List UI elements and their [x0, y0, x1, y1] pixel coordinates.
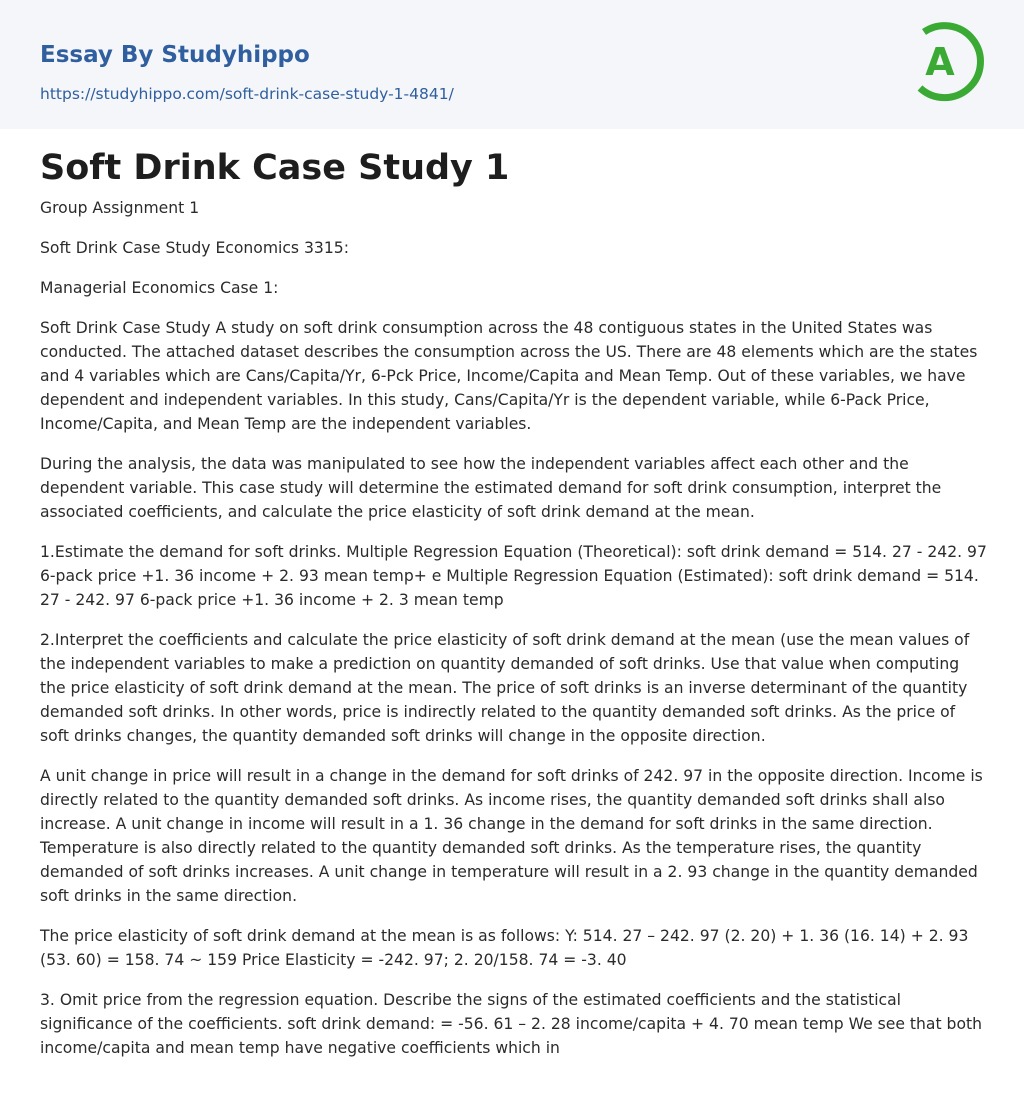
paragraph-coefficients: A unit change in price will result in a change in the demand for soft drinks of 242. 97 in the opposite direction. Income is directly related to the quantity demanded soft drinks. As income rises, the quantity demanded soft drinks shall also increase. A unit change in income will result in a 1. 36 change in the demand for soft drinks in the same direction. Temperature is also directly related to the quantity demanded soft drinks. As the temperature rises, the quantity demanded of soft drinks increases. A unit change in temperature will result in a 2. 93 change in the quantity demanded soft drinks in the same direction. — [40, 767, 983, 905]
brand-title[interactable]: Essay By Studyhippo — [40, 42, 310, 68]
paragraph-group-assignment: Group Assignment 1 — [40, 199, 200, 217]
document-body — [40, 146, 988, 1076]
paragraph-question-2: 2.Interpret the coefficients and calculate the price elasticity of soft drink demand at the mean (use the mean values of the independent variables to make a prediction on quantity demanded of soft drinks. Use that value when computing the price elasticity of soft drink demand at the mean. The price of soft drinks is an inverse determinant of the quantity demanded soft drinks. In other words, price is indirectly related to the quantity demanded soft drinks. As the price of soft drinks changes, the quantity demanded soft drinks will change in the opposite direction. — [40, 631, 970, 745]
paragraph-question-1: 1.Estimate the demand for soft drinks. Multiple Regression Equation (Theoretical): soft drink demand = 514. 27 - 242. 97 6-pack price +1. 36 income + 2. 93 mean temp+ e Multiple Regression Equation (Estimated): soft drink demand = 514. 27 - 242. 97 6-pack price +1. 36 income + 2. 3 mean temp — [40, 543, 987, 609]
paragraph-question-3: 3. Omit price from the regression equation. Describe the signs of the estimated coefficients and the statistical significance of the coefficients. soft drink demand: = -56. 61 – 2. 28 income/capita + 4. 70 mean temp We see that both income/capita and mean temp have negative coefficients which in — [40, 991, 982, 1057]
document-title: Soft Drink Case Study 1 — [40, 148, 510, 188]
paragraph-analysis: During the analysis, the data was manipulated to see how the independent variables affect each other and the dependent variable. This case study will determine the estimated demand for soft drink consumption, interpret the associated coefficients, and calculate the price elasticity of soft drink demand at the mean. — [40, 455, 942, 521]
paragraph-case-heading: Managerial Economics Case 1: — [40, 279, 279, 297]
paragraph-introduction: Soft Drink Case Study A study on soft drink consumption across the 48 contiguous states in the United States was conducted. The attached dataset describes the consumption across the US. There are 48 elements which are the states and 4 variables which are Cans/Capita/Yr, 6-Pck Price, Income/Capita and Mean Temp. Out of these variables, we have dependent and independent variables. In this study, Cans/Capita/Yr is the dependent variable, while 6-Pack Price, Income/Capita, and Mean Temp are the independent variables. — [40, 319, 978, 433]
paragraph-case-study-course: Soft Drink Case Study Economics 3315: — [40, 239, 349, 257]
site-header — [0, 0, 1024, 129]
essay-url-link[interactable]: https://studyhippo.com/soft-drink-case-study-1-4841/ — [40, 85, 454, 103]
studyhippo-logo-icon[interactable] — [910, 18, 988, 106]
logo-letter: A — [925, 40, 955, 84]
paragraph-elasticity: The price elasticity of soft drink demand at the mean is as follows: Y: 514. 27 – 242. 97 (2. 20) + 1. 36 (16. 14) + 2. 93 (53. 60) = 158. 74 ~ 159 Price Elasticity = -242. 97; 2. 20/158. 74 = -3. 40 — [40, 927, 969, 969]
